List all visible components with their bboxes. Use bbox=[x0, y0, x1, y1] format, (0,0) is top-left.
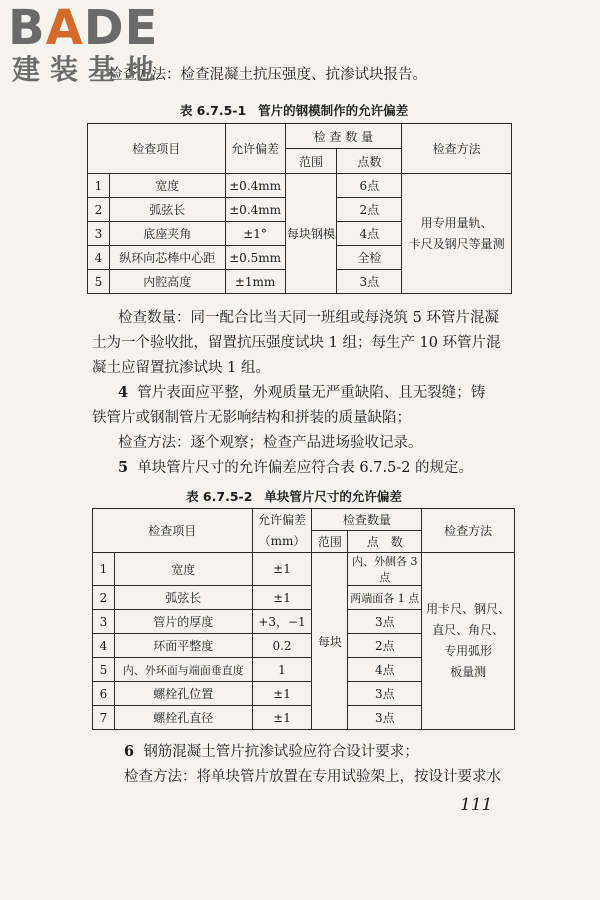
t2-row-item: 螺栓孔直径 bbox=[114, 706, 252, 730]
t2-row-dev: ±1 bbox=[252, 586, 312, 610]
t2-row-no: 3 bbox=[93, 610, 115, 634]
t2-header-quantity: 检查数量 bbox=[312, 509, 422, 531]
t2-row-pts: 3点 bbox=[348, 706, 422, 730]
t2-header-deviation-unit: （mm） bbox=[258, 533, 306, 548]
t2-row-dev: ±1 bbox=[252, 553, 312, 586]
item6-text: 钢筋混凝土管片抗渗试验应符合设计要求； bbox=[143, 744, 419, 760]
t1-row-dev: ±0.4mm bbox=[225, 198, 285, 222]
t2-header-item: 检查项目 bbox=[93, 509, 253, 553]
item5-text: 单块管片尺寸的允许偏差应符合表 6.7.5-2 的规定。 bbox=[137, 460, 474, 476]
t1-row-item: 弧弦长 bbox=[109, 198, 225, 222]
item5-line bbox=[118, 456, 473, 477]
item6-method: 检查方法：将单块管片放置在专用试验架上，按设计要求水 bbox=[124, 769, 501, 785]
t2-header-points: 点 数 bbox=[348, 531, 422, 553]
t1-row-no: 4 bbox=[88, 246, 110, 270]
t1-row-pts: 2点 bbox=[337, 198, 402, 222]
item4-line-2: 铁管片或钢制管片无影响结构和拼装的质量缺陷； bbox=[92, 410, 411, 426]
t2-row-no: 6 bbox=[93, 682, 115, 706]
item5-number: 5 bbox=[118, 459, 129, 476]
t2-row-item: 弧弦长 bbox=[114, 586, 252, 610]
item6-line bbox=[124, 740, 419, 761]
t2-row-pts: 内、外侧各 3 点 bbox=[348, 553, 422, 586]
t2-row-pts: 3点 bbox=[348, 682, 422, 706]
item4-method: 检查方法：逐个观察；检查产品进场验收记录。 bbox=[118, 435, 423, 451]
t1-row-pts: 4点 bbox=[337, 222, 402, 246]
table1-caption: 表 6.7.5-1 管片的钢模制作的允许偏差 bbox=[179, 103, 409, 118]
qty-paragraph-line-1: 检查数量：同一配合比当天同一班组或每浇筑 5 环管片混凝 bbox=[118, 310, 499, 326]
item6-number: 6 bbox=[124, 743, 135, 760]
t1-header-range: 范围 bbox=[285, 149, 337, 174]
t1-row-dev: ±1mm bbox=[225, 270, 285, 294]
t2-row-no: 7 bbox=[93, 706, 115, 730]
table-segment-size-tolerance bbox=[92, 508, 515, 730]
t1-row-item: 宽度 bbox=[109, 174, 225, 198]
page-number: 111 bbox=[460, 795, 493, 815]
t2-row-dev: 0.2 bbox=[252, 634, 312, 658]
item4-number: 4 bbox=[118, 384, 129, 401]
t2-row-pts: 3点 bbox=[348, 610, 422, 634]
t2-header-deviation bbox=[252, 509, 312, 553]
t1-row-no: 2 bbox=[88, 198, 110, 222]
t1-row-item: 底座夹角 bbox=[109, 222, 225, 246]
t2-row-dev: 1 bbox=[252, 658, 312, 682]
t1-method-cell bbox=[402, 174, 512, 294]
t1-header-quantity: 检 查 数 量 bbox=[285, 124, 402, 149]
t2-method-cell bbox=[422, 553, 515, 730]
item4-line-1 bbox=[118, 381, 485, 402]
t2-row-dev: ±1 bbox=[252, 706, 312, 730]
t2-row-item: 内、外环面与端面垂直度 bbox=[114, 658, 252, 682]
watermark-subtitle: 建装基地 bbox=[12, 53, 165, 86]
t2-row-item: 管片的厚度 bbox=[114, 610, 252, 634]
t2-row-pts: 2点 bbox=[348, 634, 422, 658]
t2-method-line: 直尺、角尺、 bbox=[432, 623, 505, 637]
t1-header-deviation: 允许偏差 bbox=[225, 124, 285, 174]
t2-row-pts: 4点 bbox=[348, 658, 422, 682]
t2-header-deviation-label: 允许偏差 bbox=[257, 512, 306, 527]
t1-row-dev: ±1° bbox=[225, 222, 285, 246]
t1-row-pts: 全检 bbox=[337, 246, 402, 270]
table-row bbox=[93, 553, 515, 586]
t1-row-item: 内腔高度 bbox=[109, 270, 225, 294]
t1-header-points: 点数 bbox=[337, 149, 402, 174]
t1-row-no: 3 bbox=[88, 222, 110, 246]
t1-range-cell: 每块钢模 bbox=[285, 174, 337, 294]
table-steel-mould-tolerance bbox=[87, 123, 512, 294]
t2-row-dev: ±1 bbox=[252, 682, 312, 706]
table2-caption: 表 6.7.5-2 单块管片尺寸的允许偏差 bbox=[186, 489, 402, 504]
qty-paragraph-line-2: 土为一个验收批，留置抗压强度试块 1 组；每生产 10 环管片混 bbox=[92, 335, 501, 351]
t2-row-item: 宽度 bbox=[114, 553, 252, 586]
t2-row-item: 环面平整度 bbox=[114, 634, 252, 658]
t2-row-dev: +3，−1 bbox=[252, 610, 312, 634]
qty-paragraph-line-3: 凝土应留置抗渗试块 1 组。 bbox=[92, 360, 270, 376]
t2-row-no: 5 bbox=[93, 658, 115, 682]
t2-row-no: 4 bbox=[93, 634, 115, 658]
t2-range-cell: 每块 bbox=[312, 553, 348, 730]
watermark-brand: BADE bbox=[8, 0, 159, 56]
t2-row-item: 螺栓孔位置 bbox=[114, 682, 252, 706]
table-row bbox=[88, 174, 512, 198]
t2-method-line: 板量测 bbox=[450, 665, 487, 679]
watermark-logo bbox=[8, 2, 178, 86]
t2-method-line: 专用弧形 bbox=[444, 644, 493, 658]
item4-text: 管片表面应平整，外观质量无严重缺陷、且无裂缝；铸 bbox=[137, 385, 486, 401]
t1-method-line: 卡尺及钢尺等量测 bbox=[408, 236, 505, 251]
t2-method-line: 用卡尺、钢尺、 bbox=[426, 602, 511, 616]
t1-row-dev: ±0.4mm bbox=[225, 174, 285, 198]
t2-row-pts: 两端面各 1 点 bbox=[348, 586, 422, 610]
t1-header-method: 检查方法 bbox=[402, 124, 512, 174]
t1-method-line: 用专用量轨、 bbox=[420, 215, 493, 230]
t2-header-method: 检查方法 bbox=[422, 509, 515, 553]
t1-header-item: 检查项目 bbox=[88, 124, 226, 174]
t1-row-no: 1 bbox=[88, 174, 110, 198]
t1-row-dev: ±0.5mm bbox=[225, 246, 285, 270]
t2-row-no: 2 bbox=[93, 586, 115, 610]
t1-row-pts: 6点 bbox=[337, 174, 402, 198]
t1-row-no: 5 bbox=[88, 270, 110, 294]
check-method-line-1: 检查方法：检查混凝土抗压强度、抗渗试块报告。 bbox=[108, 67, 427, 83]
t2-row-no: 1 bbox=[93, 553, 115, 586]
t2-header-range: 范围 bbox=[312, 531, 348, 553]
t1-row-pts: 3点 bbox=[337, 270, 402, 294]
t1-row-item: 纵环向芯棒中心距 bbox=[109, 246, 225, 270]
